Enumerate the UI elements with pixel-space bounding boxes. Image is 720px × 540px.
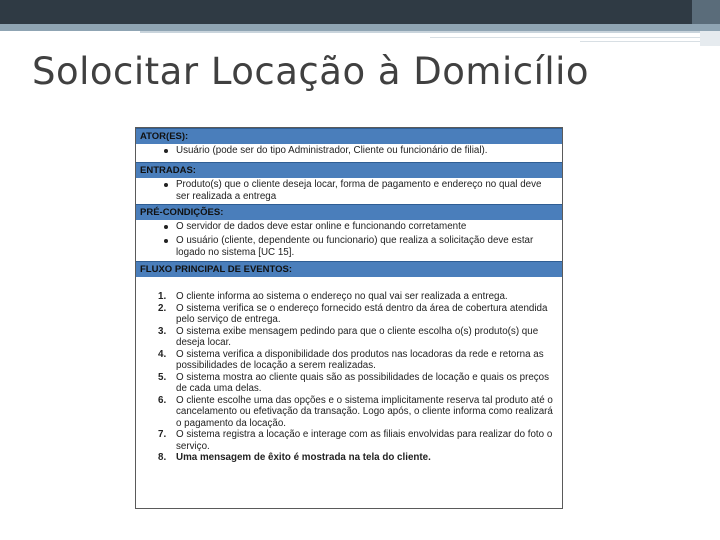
spacer — [136, 277, 562, 291]
slide-title: Solocitar Locação à Domicílio — [32, 50, 590, 93]
step-item: 7. O sistema registra a locação e interage com as filiais envolvidas para realizar do foto o serviço. — [158, 429, 553, 452]
step-item: 5. O sistema mostra ao cliente quais são as possibilidades de locação e quais os preços de cada uma delas. — [158, 371, 550, 394]
bullet-icon — [164, 183, 168, 187]
decor-stripe — [580, 41, 720, 42]
step-item: 3. O sistema exibe mensagem pedindo para que o cliente escolha o(s) produto(s) que deseja locar. — [158, 325, 539, 348]
section-header-entradas: ENTRADAS: — [136, 162, 562, 178]
step-item: 1. O cliente informa ao sistema o endereço no qual vai ser realizada a entrega. — [158, 291, 508, 302]
step-item: 6. O cliente escolhe uma das opções e o sistema implicitamente reserva tal produto até o cancelamento ou efetivação da transação. Logo após, o cliente informa como realizará o pagamento da locação. — [158, 394, 553, 429]
decor-stripe — [700, 31, 720, 46]
step-item: 8. Uma mensagem de êxito é mostrada na tela do cliente. — [158, 452, 431, 463]
step-item: 2. O sistema verifica se o endereço fornecido está dentro da área de cobertura atendida pelo serviço de entrega. — [158, 302, 548, 325]
top-bar-accent — [692, 0, 720, 24]
decor-stripe — [0, 24, 720, 31]
top-bar — [0, 0, 720, 24]
list-item: O usuário (cliente, dependente ou funcionario) que realiza a solicitação deve estar logado no sistema [UC 15]. — [136, 234, 562, 260]
section-header-pre-condicoes: PRÉ-CONDIÇÕES: — [136, 204, 562, 220]
list-item: Produto(s) que o cliente deseja locar, forma de pagamento e endereço no qual deve ser realizada a entrega — [136, 178, 562, 204]
decor-stripe — [430, 37, 720, 38]
list-item: Usuário (pode ser do tipo Administrador, Cliente ou funcionário de filial). — [136, 144, 562, 158]
list-item: O servidor de dados deve estar online e funcionando corretamente — [136, 220, 562, 234]
section-header-atores: ATOR(ES): — [136, 128, 562, 144]
decor-stripe — [140, 31, 720, 33]
bullet-icon — [164, 239, 168, 243]
bullet-icon — [164, 149, 168, 153]
bullet-icon — [164, 225, 168, 229]
step-item: 4. O sistema verifica a disponibilidade dos produtos nas locadoras da rede e retorna as possibilidades de locação a serem realizadas. — [158, 348, 544, 371]
use-case-document — [135, 127, 563, 509]
section-header-fluxo: FLUXO PRINCIPAL DE EVENTOS: — [136, 261, 562, 277]
